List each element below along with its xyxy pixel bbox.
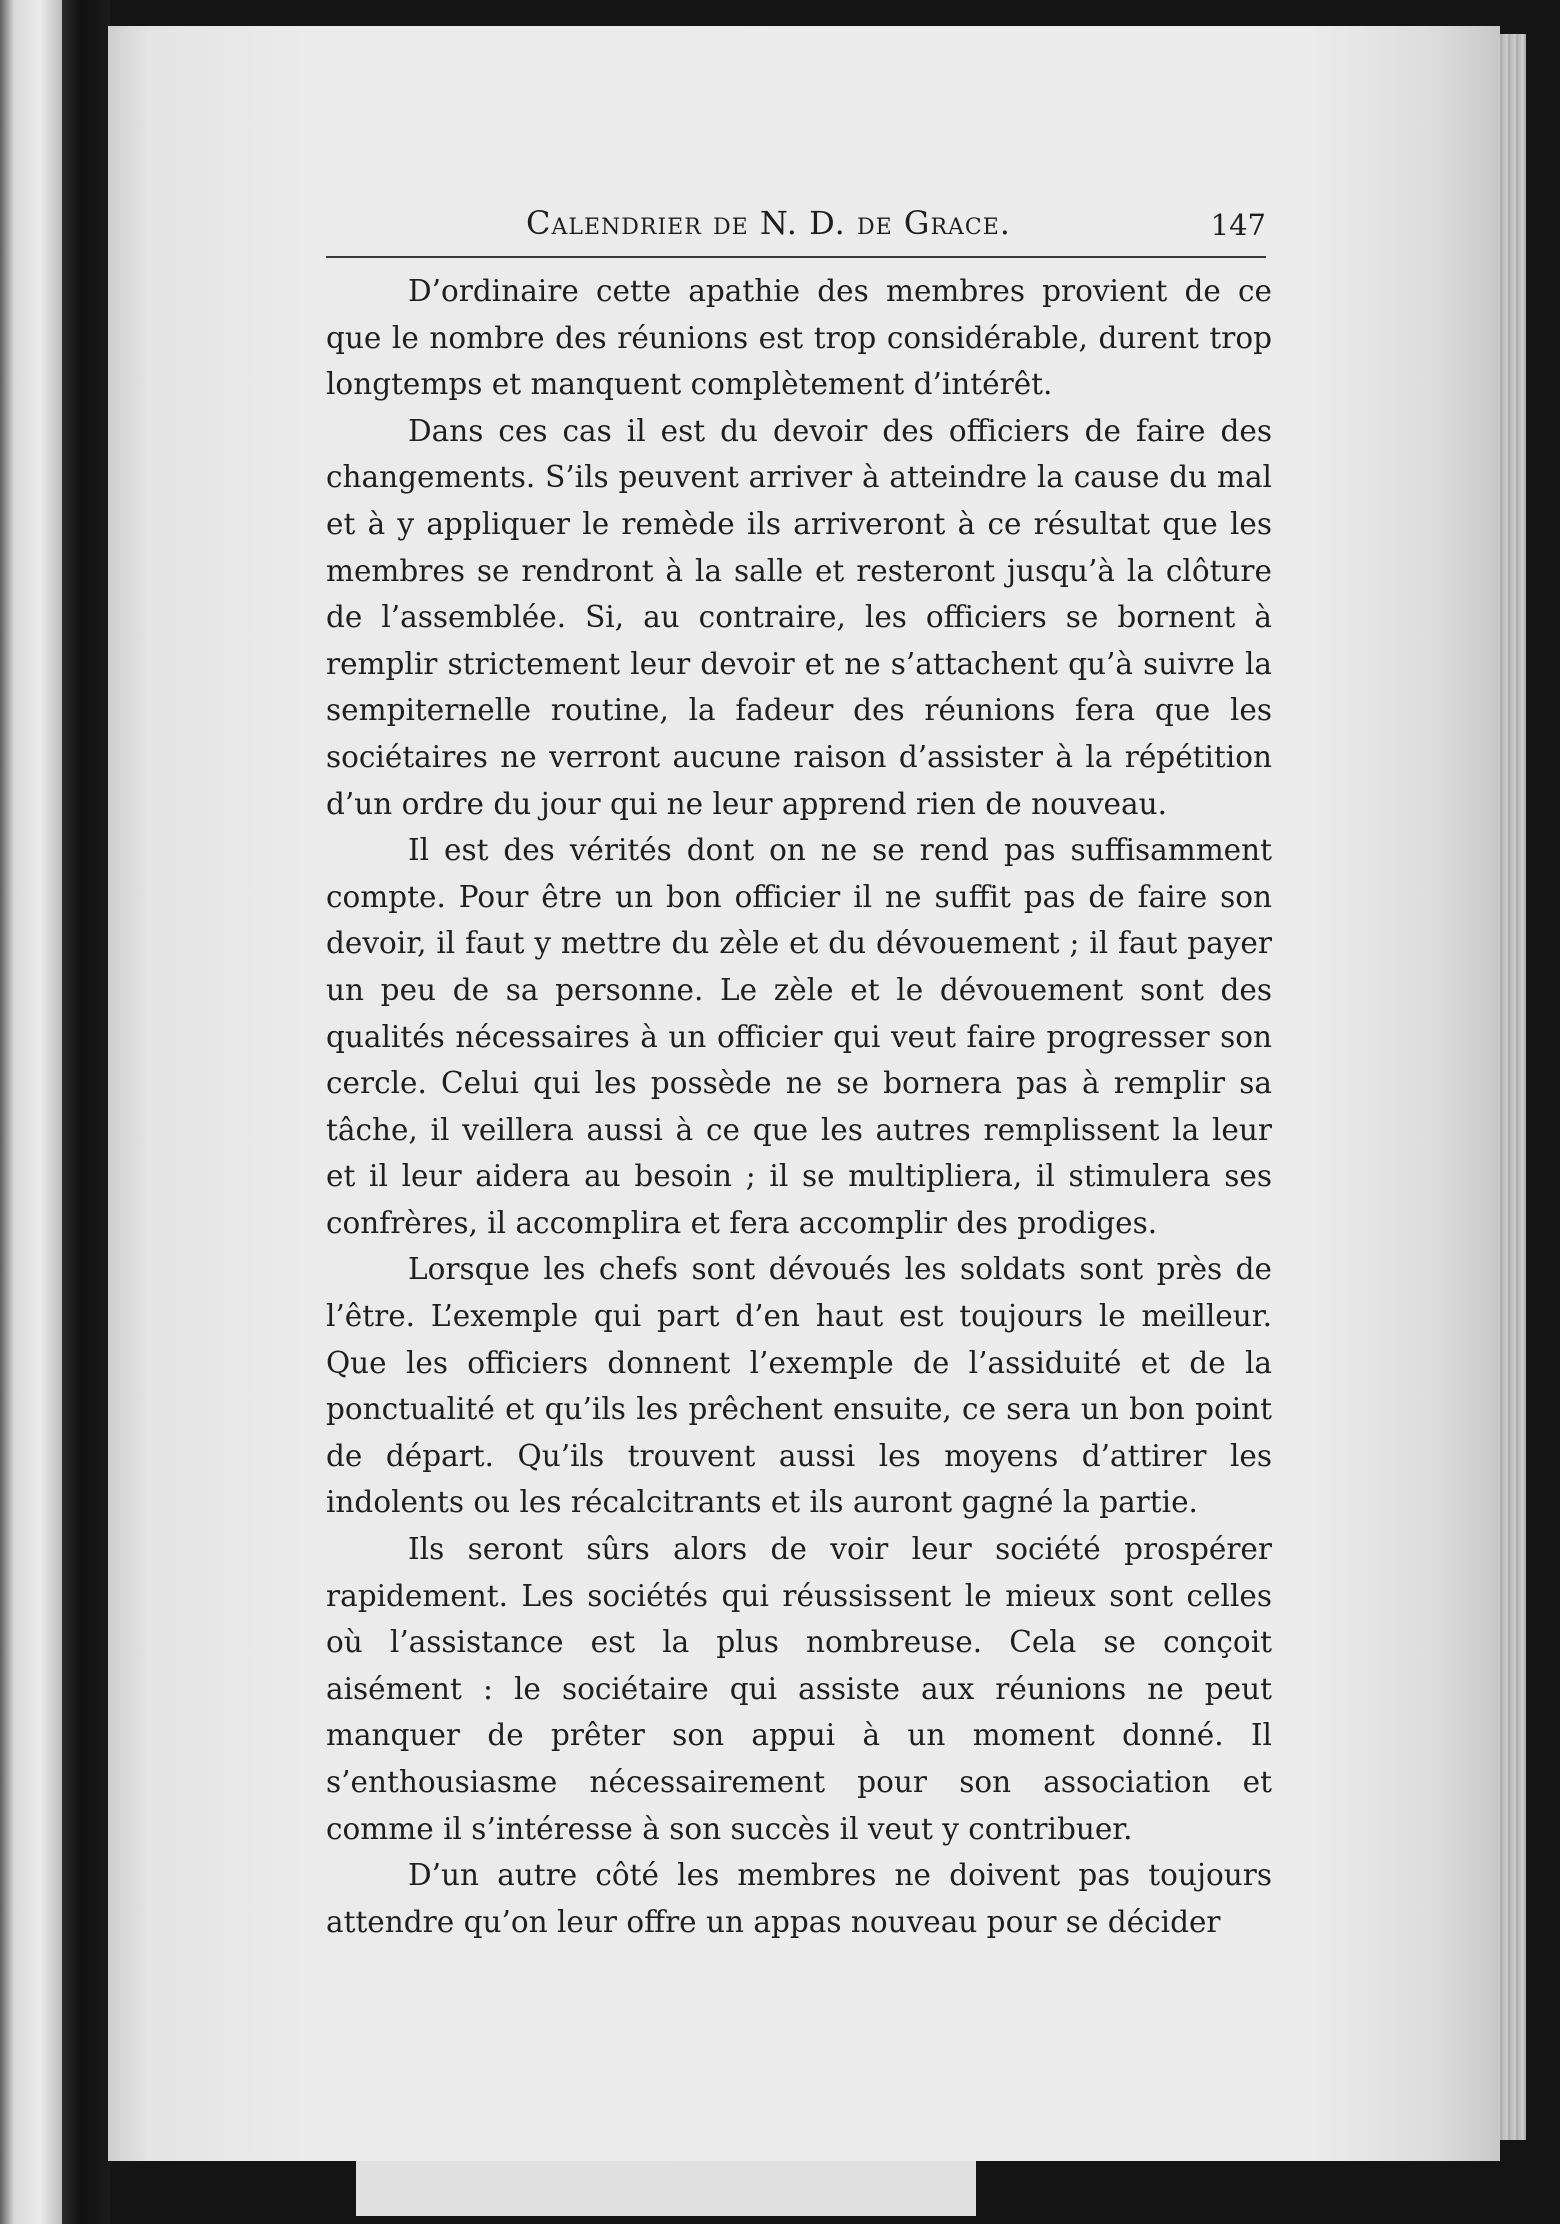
page-number: 147 (1210, 208, 1266, 242)
paragraph-5: Ils seront sûrs alors de voir leur société prospérer rapidement. Les sociétés qui réussissent le mieux sont celles où l’assistance est la plus nombreuse. Cela se conçoit aisément : le sociétaire qui assiste aux réunions ne peut manquer de prêter son appui à un moment donné. Il s’enthousiasme nécessairement pour son association et comme il s’intéresse à son succès il veut y contribuer. (326, 1532, 1272, 1846)
running-title: Calendrier de N. D. de Grace. (526, 204, 1011, 242)
page-bottom-scrap (356, 2158, 976, 2216)
book-gutter (62, 0, 110, 2224)
paragraph-4: Lorsque les chefs sont dévoués les soldats sont près de l’être. L’exemple qui part d’en haut est toujours le meilleur. Que les officiers donnent l’exemple de l’assiduité et de la ponctualité et qu’ils les prêchent ensuite, ce sera un bon point de départ. Qu’ils trouvent aussi les moyens d’attirer les indolents ou les récalcitrants et ils auront gagné la partie. (326, 1252, 1272, 1520)
body-text (326, 268, 1272, 1945)
paragraph-1: D’ordinaire cette apathie des membres provient de ce que le nombre des réunions est trop considérable, durent trop longtemps et manquent complètement d’intérêt. (326, 274, 1272, 402)
paragraph-3: Il est des vérités dont on ne se rend pas suffisamment compte. Pour être un bon officier il ne suffit pas de faire son devoir, il faut y mettre du zèle et du dévouement ; il faut payer un peu de sa personne. Le zèle et le dévouement sont des qualités nécessaires à un officier qui veut faire progresser son cercle. Celui qui les possède ne se bornera pas à remplir sa tâche, il veillera aussi à ce que les autres remplissent la leur et il leur aidera au besoin ; il se multipliera, il stimulera ses confrères, il accomplira et fera accomplir des prodiges. (326, 833, 1272, 1240)
paragraph-6: D’un autre côté les membres ne doivent pas toujours attendre qu’on leur offre un appas nouveau pour se décider (326, 1858, 1272, 1939)
paragraph-2: Dans ces cas il est du devoir des officiers de faire des changements. S’ils peuvent arriver à atteindre la cause du mal et à y appliquer le remède ils arriveront à ce résultat que les membres se rendront à la salle et resteront jusqu’à la clôture de l’assemblée. Si, au contraire, les officiers se bornent à remplir strictement leur devoir et ne s’attachent qu’à suivre la sempiternelle routine, la fadeur des réunions fera que les sociétaires ne verront aucune raison d’assister à la répétition d’un ordre du jour qui ne leur apprend rien de nouveau. (326, 413, 1272, 821)
facing-page-edge (0, 0, 62, 2224)
page-header (326, 200, 1266, 258)
